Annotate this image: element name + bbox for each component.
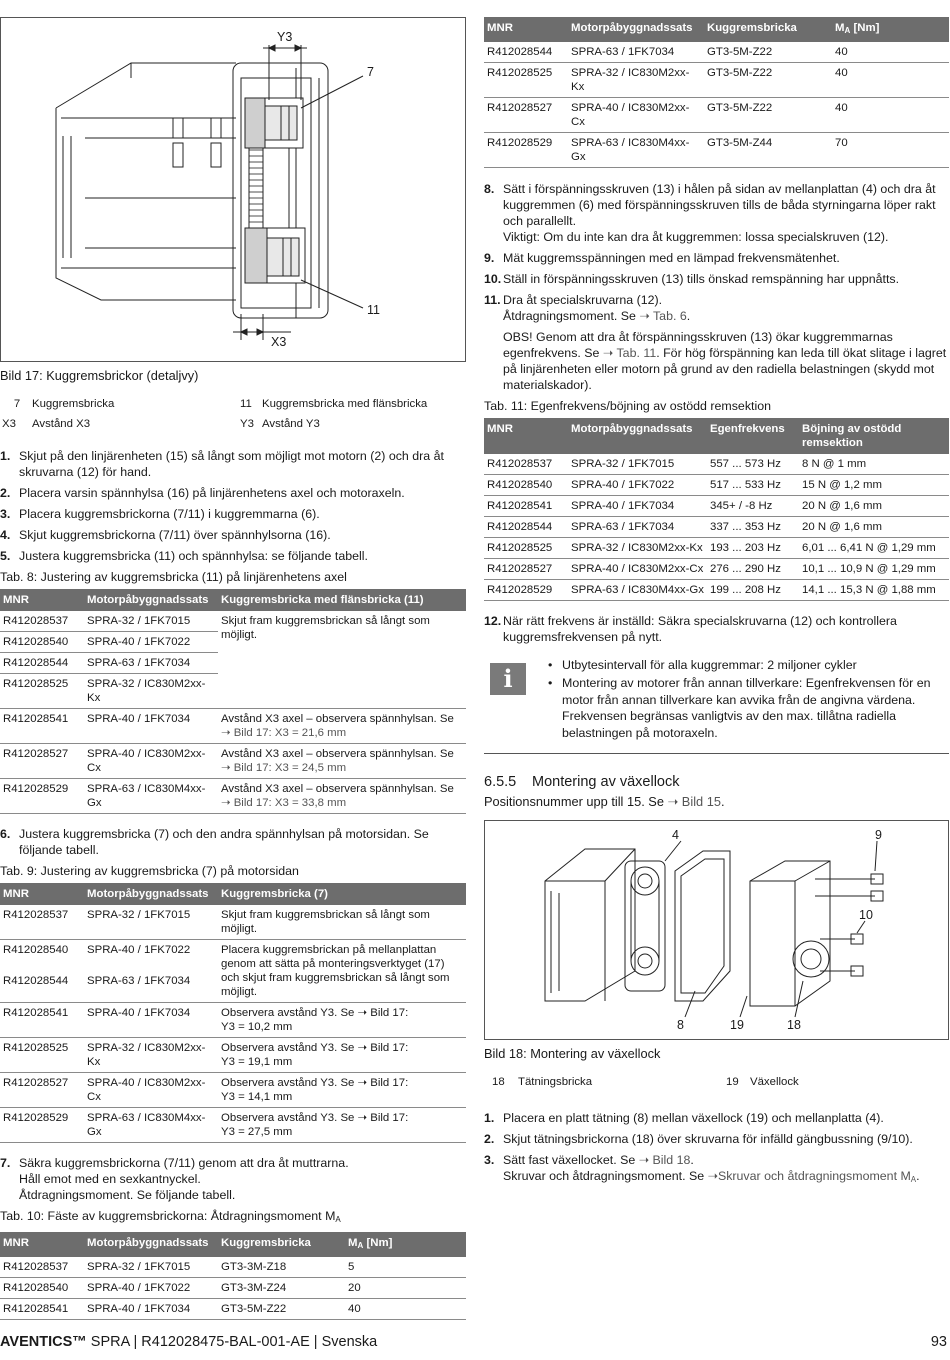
step-item: 2. Skjut tätningsbrickorna (18) över skruvarna för infälld gängbussning (9/10). bbox=[484, 1132, 913, 1147]
legend-key: 11 bbox=[240, 398, 252, 410]
figure-link[interactable]: ➝ Bild 17: X3 = 21,6 mm bbox=[221, 727, 347, 739]
fig18-callout-19: 19 bbox=[730, 1018, 744, 1033]
steps-list-8-11 bbox=[484, 181, 949, 393]
legend-text: Kuggremsbricka bbox=[32, 398, 115, 410]
tab11-link[interactable]: ➝ Tab. 11 bbox=[602, 346, 657, 360]
figure-link[interactable]: ➝ Bild 17: X3 = 33,8 mm bbox=[221, 797, 347, 809]
table-header-row: MNR Motorpåbyggnadssats Kuggremsbricka $M_A$ [Nm] bbox=[484, 17, 949, 42]
page-footer bbox=[0, 1334, 950, 1350]
table-row: R412028529 SPRA-63 / IC830M4xx-Gx Observera avstånd Y3. Se ➝ Bild 17: Y3 = 27,5 mm bbox=[0, 1108, 466, 1143]
step-item: 3. Sätt fast växellocket. Se ➝ Bild 18. Skruvar och åtdragningsmoment. Se ➝Skruvar och åtdragningsmoment $M_A$. bbox=[484, 1153, 920, 1185]
table-row: R412028529 SPRA-63 / IC830M4xx-Gx 199 ... 208 Hz 14,1 ... 15,3 N @ 1,88 mm bbox=[484, 580, 949, 601]
legend-key: X3 bbox=[2, 418, 16, 430]
steps-list-6 bbox=[0, 826, 466, 858]
table-row: R412028537 SPRA-32 / 1FK7015 557 ... 573 Hz 8 N @ 1 mm bbox=[484, 454, 949, 475]
info-icon: i bbox=[490, 663, 526, 695]
bild18-link[interactable]: ➝ Bild 18 bbox=[638, 1153, 691, 1168]
step-item: 12. När rätt frekvens är inställd: Säkra specialskruvarna (12) och kontrollera kuggremsfrekvensen på nytt. bbox=[484, 614, 897, 644]
steps-list-7 bbox=[0, 1155, 466, 1203]
step-item: 5. Justera kuggremsbricka (11) och spännhylsa: se följande tabell. bbox=[0, 549, 368, 563]
fig18-callout-8: 8 bbox=[677, 1018, 684, 1033]
table-row: R412028541 SPRA-40 / 1FK7034 Observera avstånd Y3. Se ➝ Bild 17: Y3 = 10,2 mm bbox=[0, 1003, 466, 1038]
table-row: R412028540 SPRA-40 / 1FK7022 bbox=[0, 632, 466, 653]
brand-name: AVENTICS™ bbox=[0, 1334, 87, 1350]
legend-key: 7 bbox=[13, 398, 21, 410]
table-row: R412028541 SPRA-40 / 1FK7034 Avstånd X3 axel – observera spännhylsan. Se ➝ Bild 17: X3 = 21,6 mm bbox=[0, 709, 466, 744]
tab8-caption: Tab. 8: Justering av kuggremsbricka (11) på linjärenhetens axel bbox=[0, 570, 347, 584]
step-item: 3. Placera kuggremsbrickorna (7/11) i kuggremmarna (6). bbox=[0, 507, 320, 521]
footer-text: SPRA | R412028475-BAL-001-AE | Svenska bbox=[86, 1334, 378, 1350]
step-item: 4. Skjut kuggremsbrickorna (7/11) över spännhylsorna (16). bbox=[0, 528, 331, 542]
figure-17-legend bbox=[0, 396, 466, 432]
legend-text: Avstånd Y3 bbox=[262, 418, 320, 430]
table-row: R412028544 SPRA-63 / 1FK7034 bbox=[0, 653, 466, 674]
section-intro: Positionsnummer upp till 15. Se ➝ Bild 15. bbox=[484, 794, 725, 810]
info-item: • Utbytesintervall för alla kuggremmar: 2 miljoner cykler bbox=[546, 657, 949, 673]
fig18-callout-18: 18 bbox=[787, 1018, 801, 1033]
legend-text: Avstånd X3 bbox=[32, 418, 91, 430]
tab9-table bbox=[0, 883, 466, 1143]
step-item: 2. Placera varsin spännhylsa (16) på linjärenhetens axel och motoraxeln. bbox=[0, 486, 405, 500]
tab10-table bbox=[0, 1232, 466, 1320]
table-row: R412028527 SPRA-40 / IC830M2xx-Cx Avstånd X3 axel – observera spännhylsan. Se ➝ Bild 17: X3 = 24,5 mm bbox=[0, 744, 466, 779]
tab11-caption: Tab. 11: Egenfrekvens/böjning av ostödd remsektion bbox=[484, 399, 771, 413]
table-row: R412028540 SPRA-40 / 1FK7022 Placera kuggremsbrickan på mellanplattan genom att sätta på monteringsverktyget (17) och skjut fram kuggremsbrickan så långt som möjligt. bbox=[0, 940, 466, 972]
page-number: 93 bbox=[930, 1334, 947, 1350]
fig18-callout-10: 10 bbox=[859, 908, 873, 923]
table-row: R412028527 SPRA-40 / IC830M2xx-Cx Observera avstånd Y3. Se ➝ Bild 17: Y3 = 14,1 mm bbox=[0, 1073, 466, 1108]
left-column bbox=[0, 17, 466, 1320]
table-row: R412028525 SPRA-32 / IC830M2xx-Kx GT3-5M-Z22 40 bbox=[484, 63, 949, 98]
figure-18 bbox=[484, 820, 949, 1040]
right-column bbox=[484, 17, 949, 1193]
figure-link[interactable]: ➝ Bild 17: X3 = 24,5 mm bbox=[221, 762, 347, 774]
table-header-row: MNR Motorpåbyggnadssats Kuggremsbricka (7) bbox=[0, 883, 466, 905]
step-item: 11. Dra åt specialskruvarna (12). Åtdragningsmoment. Se ➝ Tab. 6. OBS! Genom att dra åt förspänningsskruven (13) ökar kuggremmarnas egenfrekvens. Se ➝ Tab. 11. För hög förspänning kan leda till ökat slitage i lagret på linjärenheten eller motorn på grund av den radiella belastningen (skydd mot materialskador). bbox=[484, 292, 949, 393]
table-header-row: MNR Motorpåbyggnadssats Kuggremsbricka $M_A$ [Nm] bbox=[0, 1232, 466, 1257]
table-row: R412028527 SPRA-40 / IC830M2xx-Cx 276 ... 290 Hz 10,1 ... 10,9 N @ 1,29 mm bbox=[484, 559, 949, 580]
step-item: 1. Placera en platt tätning (8) mellan växellock (19) och mellanplatta (4). bbox=[484, 1111, 884, 1126]
merged-note-cell: Placera kuggremsbrickan på mellanplattan genom att sätta på monteringsverktyget (17) och skjut fram kuggremsbrickan så långt som möjligt. bbox=[218, 940, 466, 1003]
figure-17 bbox=[0, 17, 466, 362]
table-row: R412028541 SPRA-40 / 1FK7034 GT3-5M-Z22 40 bbox=[0, 1299, 466, 1320]
table-row: R412028525 SPRA-32 / IC830M2xx-Kx bbox=[0, 674, 466, 709]
table-row: R412028529 SPRA-63 / IC830M4xx-Gx Avstånd X3 axel – observera spännhylsan. Se ➝ Bild 17: X3 = 33,8 mm bbox=[0, 779, 466, 814]
table-row: R412028540 SPRA-40 / 1FK7022 GT3-3M-Z24 20 bbox=[0, 1278, 466, 1299]
legend-key: Y3 bbox=[240, 418, 254, 430]
table-row: R412028537 SPRA-32 / 1FK7015 Skjut fram kuggremsbrickan så långt som möjligt. bbox=[0, 905, 466, 940]
figure-18-drawing bbox=[485, 821, 948, 1039]
table-row: R412028537 SPRA-32 / 1FK7015 Skjut fram kuggremsbrickan så långt som möjligt. bbox=[0, 611, 466, 632]
table-row: R412028544 SPRA-63 / 1FK7034 337 ... 353 Hz 20 N @ 1,6 mm bbox=[484, 517, 949, 538]
column-header: Motorpåbyggnadssats bbox=[84, 589, 218, 611]
steps-list-growing bbox=[484, 1110, 949, 1188]
info-box bbox=[484, 657, 949, 754]
figure-18-caption: Bild 18: Montering av växellock bbox=[484, 1046, 661, 1062]
table-row: R412028527 SPRA-40 / IC830M2xx-Cx GT3-5M-Z22 40 bbox=[484, 98, 949, 133]
step-item: 7. Säkra kuggremsbrickorna (7/11) genom att dra åt muttrarna. Håll emot med en sexkantnyckel. Åtdragningsmoment. Se följande tabell. bbox=[0, 1156, 349, 1202]
legend-text: Kuggremsbricka med flänsbricka bbox=[262, 398, 428, 410]
table-row: R412028525 SPRA-32 / IC830M2xx-Kx Observera avstånd Y3. Se ➝ Bild 17: Y3 = 19,1 mm bbox=[0, 1038, 466, 1073]
steps-list-12 bbox=[484, 613, 949, 645]
merged-note-cell: Skjut fram kuggremsbrickan så långt som möjligt. bbox=[218, 611, 466, 709]
column-header: Kuggremsbricka med flänsbricka (11) bbox=[218, 589, 466, 611]
info-item: • Montering av motorer från annan tillverkare: Egenfrekvensen för en motor från annan tillverkare kan avvika från de angivna värdena. Frekvensen begränsas vanligtvis av den max. tillåtna radiella belastningen på motoraxeln. bbox=[546, 675, 949, 741]
step-item: 6. Justera kuggremsbricka (7) och den andra spännhylsan på motorsidan. Se följande tabell. bbox=[0, 827, 429, 857]
torque-link[interactable]: ➝Skruvar och åtdragningsmoment $M_A$ bbox=[707, 1169, 917, 1185]
tab10-caption: Tab. 10: Fäste av kuggremsbrickorna: Åtdragningsmoment $M_A$ bbox=[0, 1209, 341, 1224]
table-row: R412028540 SPRA-40 / 1FK7022 517 ... 533 Hz 15 N @ 1,2 mm bbox=[484, 475, 949, 496]
obs-note: OBS! Genom att dra åt förspänningsskruven (13) ökar kuggremmarnas egenfrekvens. Se ➝ Tab. 11. För hög förspänning kan leda till ökat slitage i lagret på linjärenheten eller motorn på grund av den radiella belastningen (skydd mot materialskador). bbox=[503, 330, 947, 392]
tab9-caption: Tab. 9: Justering av kuggremsbricka (7) på motorsidan bbox=[0, 864, 299, 878]
section-heading: 6.5.5 Montering av växellock bbox=[484, 774, 680, 791]
fig18-callout-4: 4 bbox=[672, 828, 679, 843]
step-item: 8. Sätt i förspänningsskruven (13) i hålen på sidan av mellanplattan (4) och dra åt kuggremmen (6) med förspänningsskruven tills de båda styrningarna löper rakt och parallellt. Viktigt: Om du inte kan dra åt kuggremmen: lossa specialskruven (12). bbox=[484, 182, 936, 244]
table-row: R412028544 SPRA-63 / 1FK7034 bbox=[0, 971, 466, 1003]
table-row: R412028541 SPRA-40 / 1FK7034 345+ / -8 Hz 20 N @ 1,6 mm bbox=[484, 496, 949, 517]
figure-17-drawing bbox=[1, 18, 465, 361]
step-item: 10. Ställ in förspänningsskruven (13) tills önskad remspänning har uppnåtts. bbox=[484, 272, 900, 286]
column-header: MNR bbox=[0, 589, 84, 611]
table-header-row bbox=[0, 589, 466, 611]
step-item: 1. Skjut på den linjärenheten (15) så långt som möjligt mot motorn (2) och dra åt skruvarna (12) för hand. bbox=[0, 449, 444, 479]
table-row: R412028529 SPRA-63 / IC830M4xx-Gx GT3-5M-Z44 70 bbox=[484, 133, 949, 168]
step-item: 9. Mät kuggremsspänningen med en lämpad frekvensmätenhet. bbox=[484, 251, 840, 265]
tab11-table bbox=[484, 418, 949, 601]
steps-list-1 bbox=[0, 448, 466, 564]
table-header-row: MNR Motorpåbyggnadssats Egenfrekvens Böjning av ostödd remsektion bbox=[484, 418, 949, 454]
tab6-link[interactable]: ➝ Tab. 6 bbox=[639, 309, 687, 323]
info-list bbox=[546, 657, 949, 743]
fig17-callout-7: 7 bbox=[367, 65, 374, 79]
fig17-callout-11: 11 bbox=[367, 303, 380, 317]
table-row: R412028544 SPRA-63 / 1FK7034 GT3-5M-Z22 40 bbox=[484, 42, 949, 63]
bild15-link[interactable]: ➝ Bild 15 bbox=[667, 794, 721, 810]
fig18-callout-9: 9 bbox=[875, 828, 882, 843]
figure-17-caption: Bild 17: Kuggremsbrickor (detaljvy) bbox=[0, 368, 199, 383]
fig17-callout-x3: X3 bbox=[271, 335, 287, 349]
figure-18-legend: 18 Tätningsbricka 19 Växellock bbox=[492, 1076, 799, 1089]
tab10-continued-table bbox=[484, 17, 949, 168]
tab8-table bbox=[0, 589, 466, 814]
table-row: R412028525 SPRA-32 / IC830M2xx-Kx 193 ... 203 Hz 6,01 ... 6,41 N @ 1,29 mm bbox=[484, 538, 949, 559]
table-row: R412028537 SPRA-32 / 1FK7015 GT3-3M-Z18 5 bbox=[0, 1257, 466, 1278]
fig17-callout-y3: Y3 bbox=[277, 30, 293, 44]
